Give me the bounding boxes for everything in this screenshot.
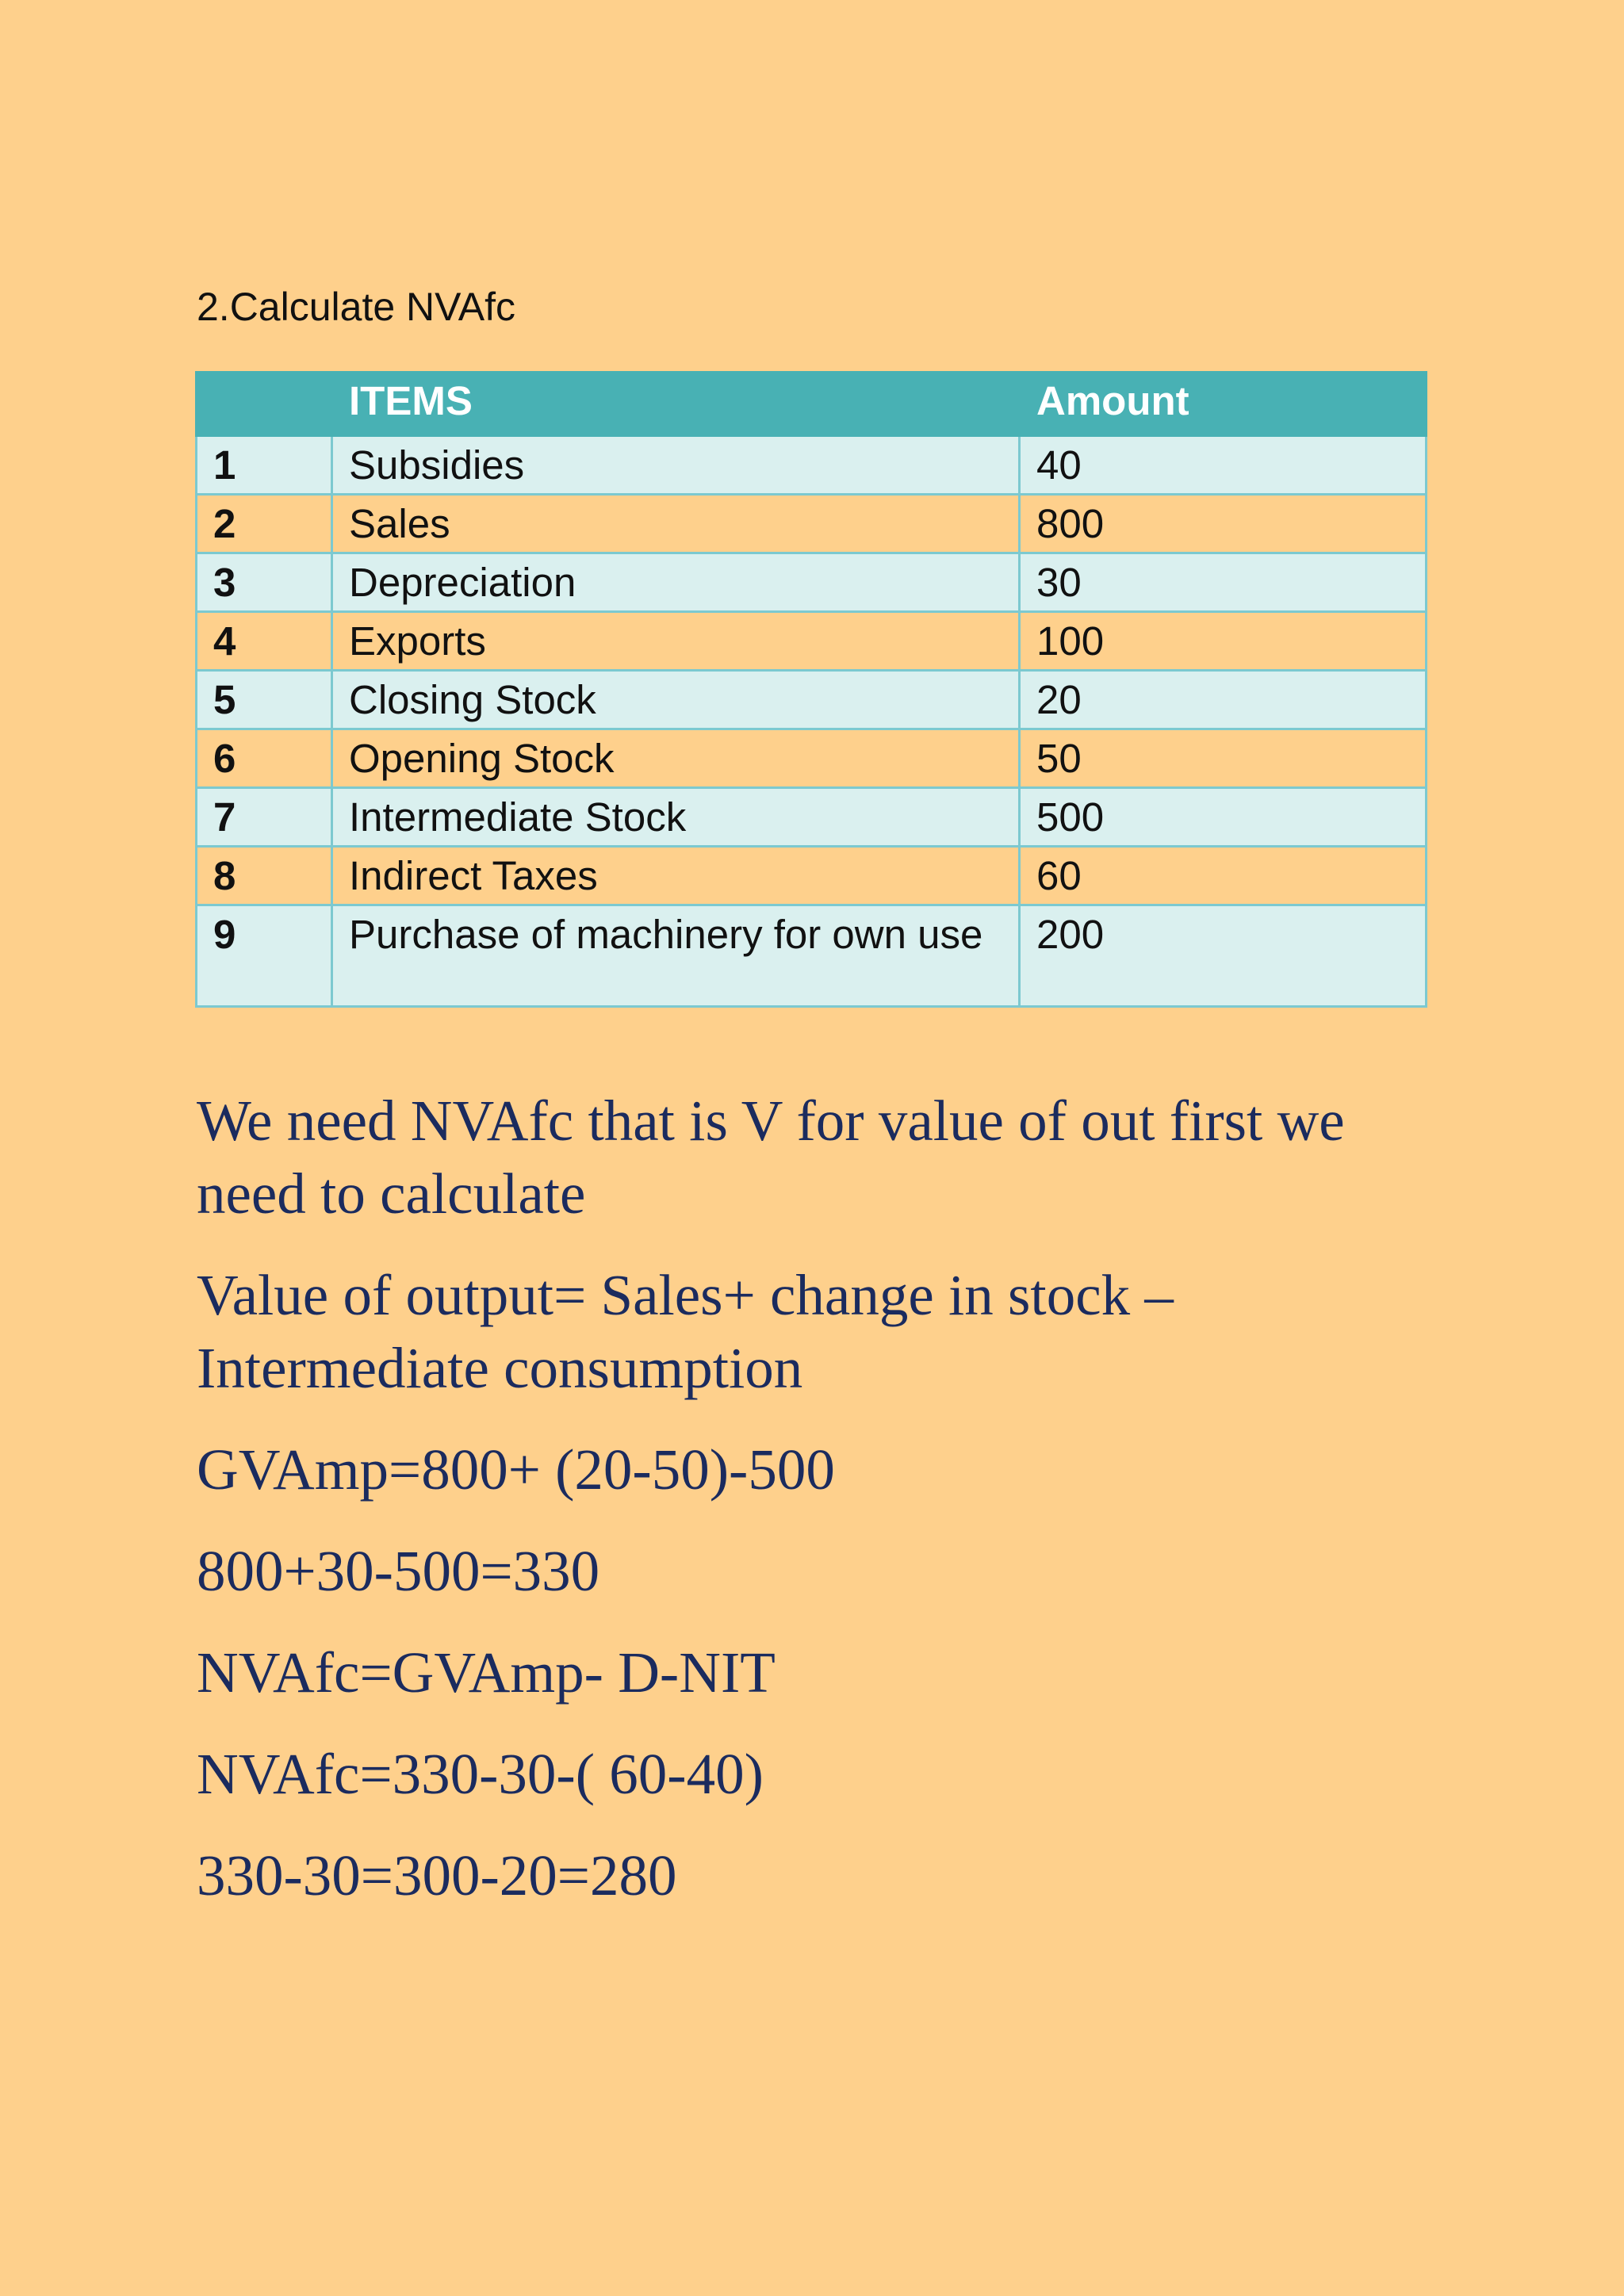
calculation-step: NVAfc=GVAmp- D-NIT — [197, 1640, 776, 1705]
calculation-step: GVAmp=800+ (20-50)-500 — [197, 1437, 835, 1502]
table-row — [197, 729, 1427, 788]
header-items: ITEMS — [332, 373, 1020, 436]
row-item: Exports — [332, 612, 1020, 671]
row-number: 1 — [197, 436, 332, 495]
table-row — [197, 436, 1427, 495]
solution-text — [197, 1085, 1434, 1941]
table-header-row — [197, 373, 1427, 436]
row-item: Closing Stock — [332, 671, 1020, 729]
value-of-output-formula: Value of output= Sales+ change in stock – Intermediate consumption — [197, 1263, 1174, 1400]
row-amount: 800 — [1020, 495, 1427, 553]
table-row — [197, 553, 1427, 612]
row-number: 6 — [197, 729, 332, 788]
row-amount: 30 — [1020, 553, 1427, 612]
row-number: 2 — [197, 495, 332, 553]
calculation-step: NVAfc=330-30-( 60-40) — [197, 1742, 764, 1806]
row-item: Depreciation — [332, 553, 1020, 612]
row-amount: 40 — [1020, 436, 1427, 495]
row-number: 9 — [197, 905, 332, 1007]
page-heading: 2.Calculate NVAfc — [197, 285, 516, 329]
calculation-step: 330-30=300-20=280 — [197, 1843, 677, 1908]
table-row — [197, 612, 1427, 671]
row-amount: 20 — [1020, 671, 1427, 729]
table-row — [197, 788, 1427, 847]
row-amount: 60 — [1020, 847, 1427, 905]
header-amount: Amount — [1020, 373, 1427, 436]
row-number: 5 — [197, 671, 332, 729]
row-number: 3 — [197, 553, 332, 612]
row-item: Subsidies — [332, 436, 1020, 495]
row-item: Opening Stock — [332, 729, 1020, 788]
table-row — [197, 905, 1427, 1007]
table-row — [197, 847, 1427, 905]
row-number: 8 — [197, 847, 332, 905]
row-amount: 100 — [1020, 612, 1427, 671]
calculation-step: 800+30-500=330 — [197, 1539, 600, 1603]
row-amount: 200 — [1020, 905, 1427, 1007]
row-number: 7 — [197, 788, 332, 847]
items-table — [195, 371, 1427, 1008]
row-number: 4 — [197, 612, 332, 671]
table-row — [197, 671, 1427, 729]
row-amount: 500 — [1020, 788, 1427, 847]
row-item: Intermediate Stock — [332, 788, 1020, 847]
row-item: Purchase of machinery for own use — [332, 905, 1020, 1007]
solution-intro: We need NVAfc that is V for value of out first we need to calculate — [197, 1089, 1345, 1226]
row-amount: 50 — [1020, 729, 1427, 788]
header-number — [197, 373, 332, 436]
row-item: Indirect Taxes — [332, 847, 1020, 905]
row-item: Sales — [332, 495, 1020, 553]
table-row — [197, 495, 1427, 553]
